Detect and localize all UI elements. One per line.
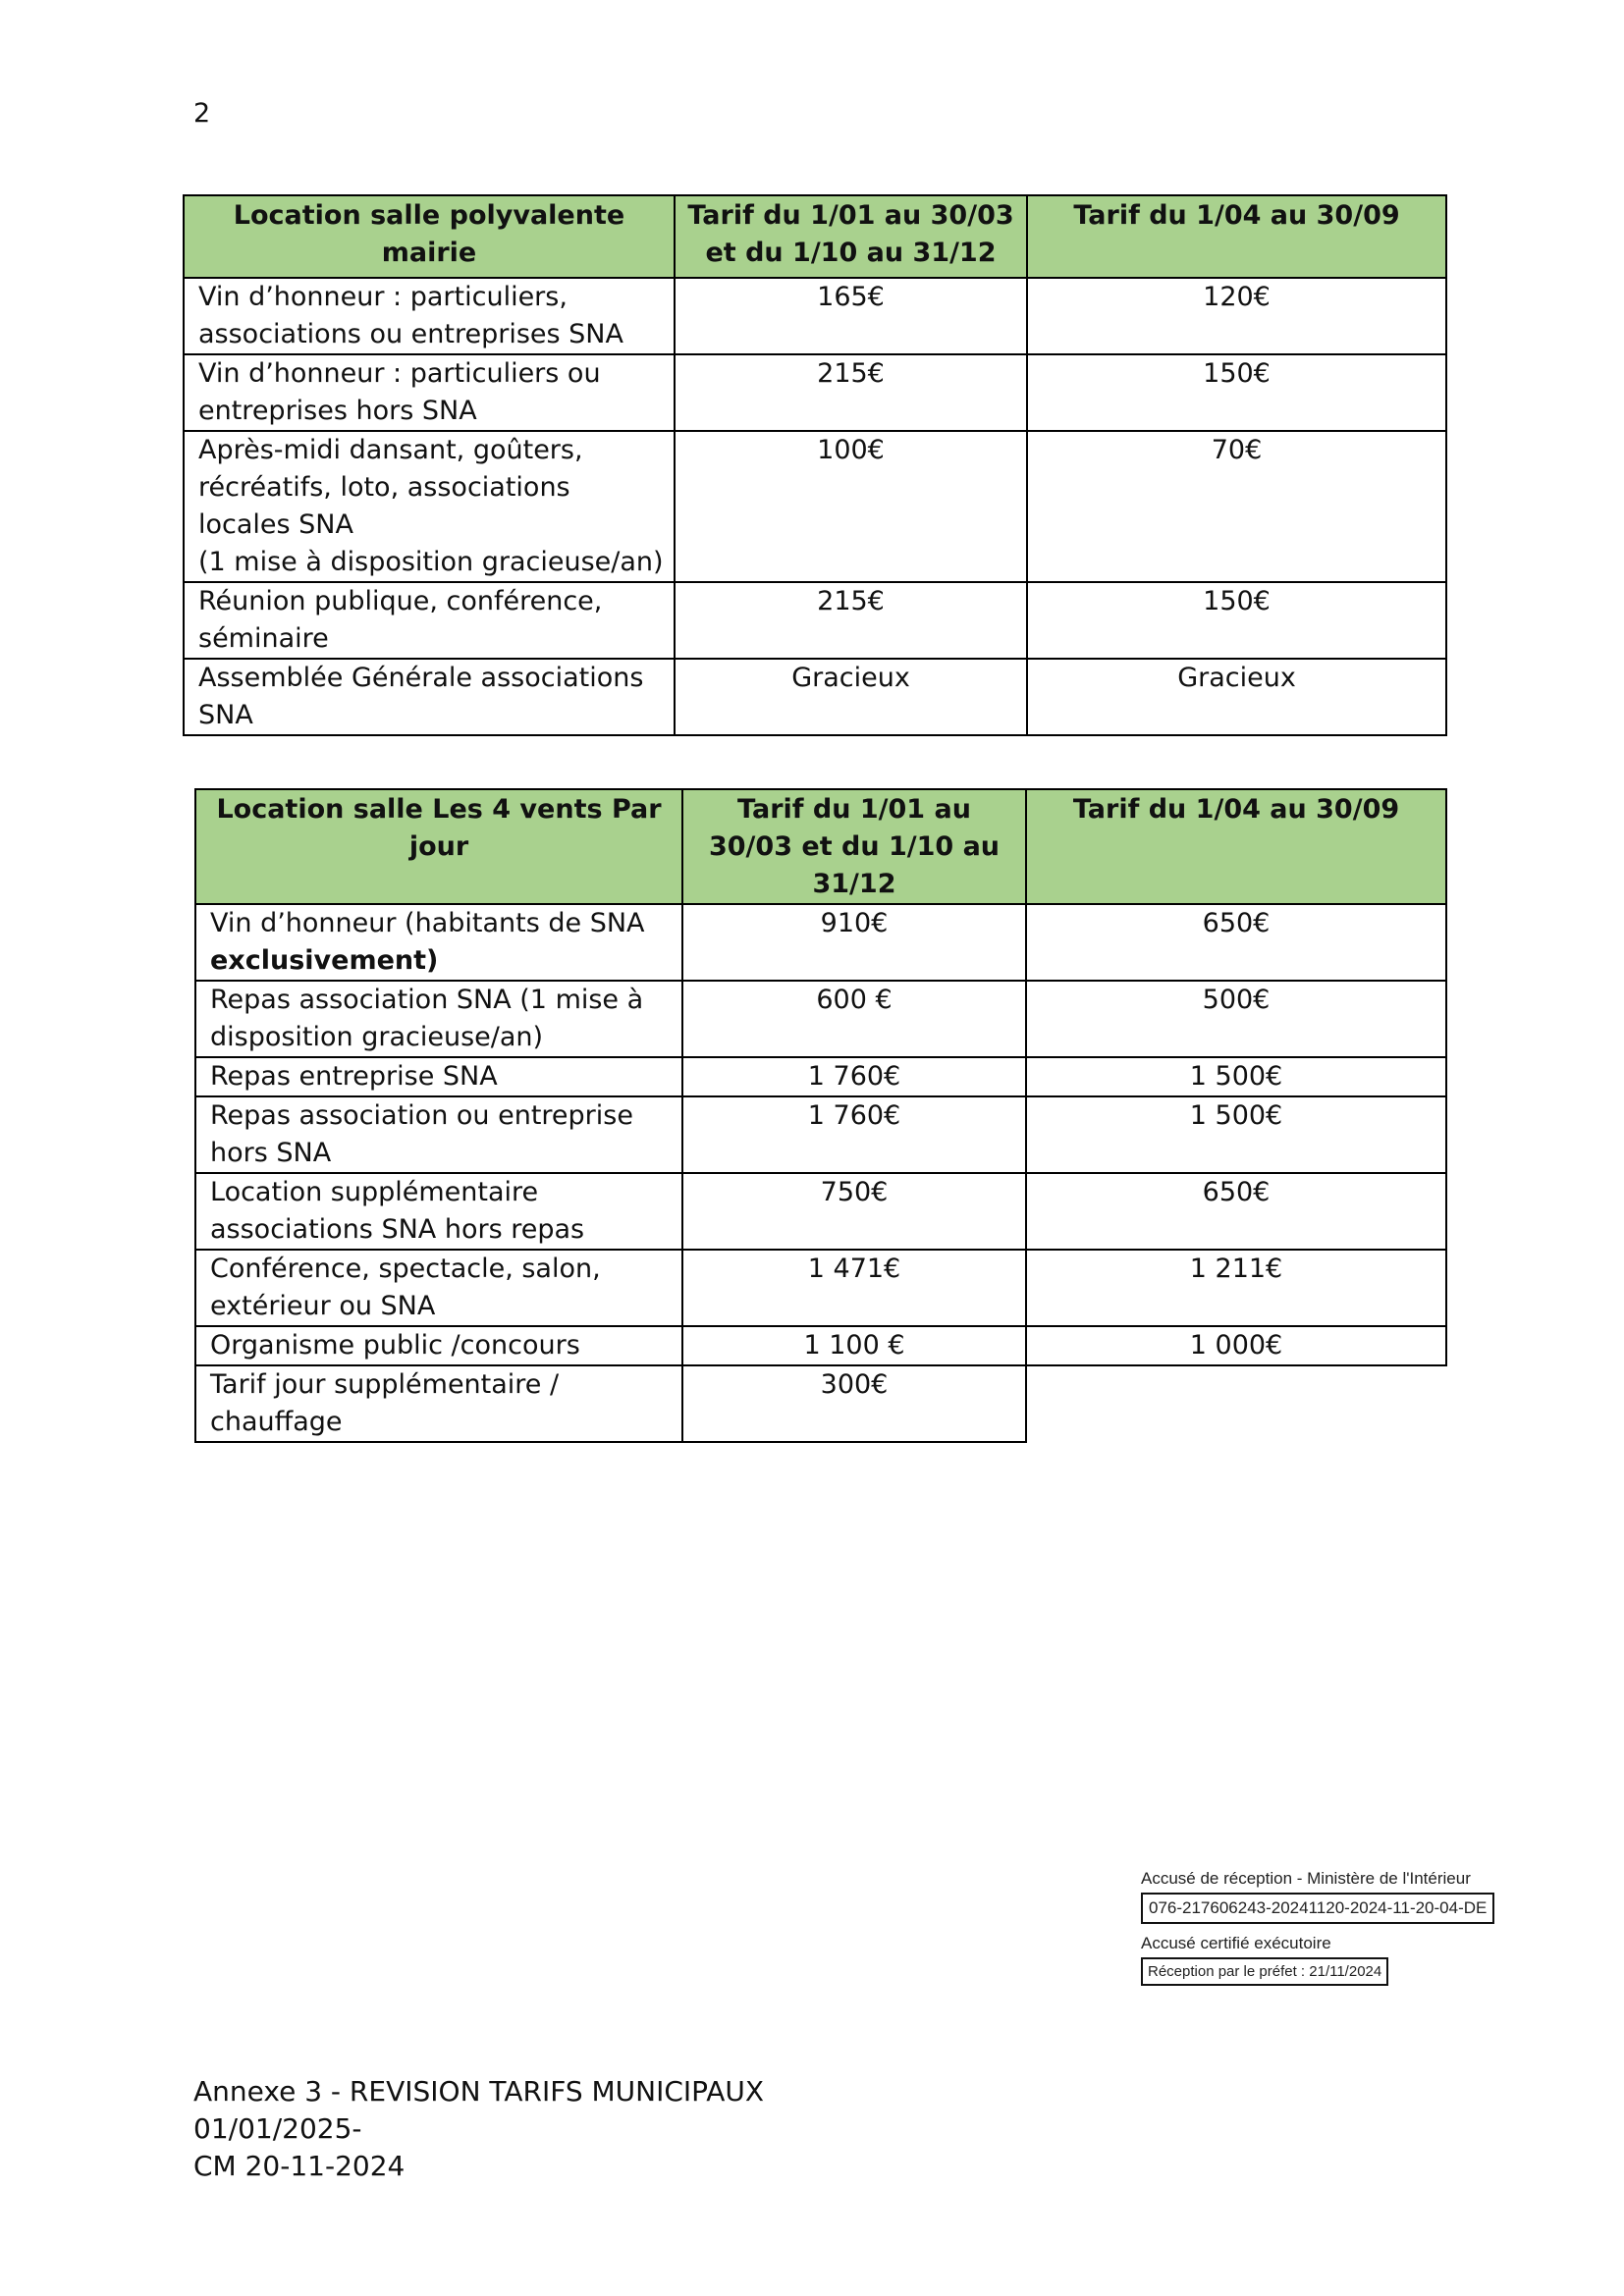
column-header-room: Location salle polyvalente mairie xyxy=(184,195,675,278)
row-label: Tarif jour supplémentaire / chauffage xyxy=(195,1365,682,1442)
table-row xyxy=(195,1250,1446,1326)
row-label-text: Vin d’honneur (habitants de SNA xyxy=(210,908,645,938)
summer-price: 1 500€ xyxy=(1026,1096,1446,1173)
stamp-title: Accusé de réception - Ministère de l'Intérieur xyxy=(1141,1869,1471,1888)
table-row xyxy=(184,278,1446,354)
column-header-room: Location salle Les 4 vents Par jour xyxy=(195,789,682,904)
summer-price: 70€ xyxy=(1027,431,1446,582)
row-label xyxy=(195,904,682,981)
winter-price: 910€ xyxy=(682,904,1026,981)
table-row xyxy=(195,1096,1446,1173)
winter-price: 750€ xyxy=(682,1173,1026,1250)
summer-price: 150€ xyxy=(1027,582,1446,659)
row-label: Assemblée Générale associations SNA xyxy=(184,659,675,735)
summer-price: 1 500€ xyxy=(1026,1057,1446,1096)
winter-price: 1 760€ xyxy=(682,1057,1026,1096)
column-header-winter-tariff: Tarif du 1/01 au 30/03 et du 1/10 au 31/12 xyxy=(675,195,1027,278)
summer-price: 500€ xyxy=(1026,981,1446,1057)
winter-price: 100€ xyxy=(675,431,1027,582)
winter-price: Gracieux xyxy=(675,659,1027,735)
winter-price: 600 € xyxy=(682,981,1026,1057)
row-label xyxy=(184,431,675,582)
winter-price: 215€ xyxy=(675,354,1027,431)
summer-price: 1 000€ xyxy=(1026,1326,1446,1365)
reception-stamp xyxy=(1141,1865,1494,1992)
table-row xyxy=(195,981,1446,1057)
row-label: Repas association ou entreprise hors SNA xyxy=(195,1096,682,1173)
row-label: Location supplémentaire associations SNA hors repas xyxy=(195,1173,682,1250)
column-header-winter-tariff: Tarif du 1/01 au 30/03 et du 1/10 au 31/12 xyxy=(682,789,1026,904)
column-header-summer-tariff: Tarif du 1/04 au 30/09 xyxy=(1027,195,1446,278)
table-row xyxy=(184,354,1446,431)
table-row xyxy=(184,659,1446,735)
summer-price: 650€ xyxy=(1026,904,1446,981)
table-header-row xyxy=(184,195,1446,278)
table-row xyxy=(184,582,1446,659)
row-label: Vin d’honneur : particuliers, associations ou entreprises SNA xyxy=(184,278,675,354)
row-label-line: Après-midi dansant, goûters, récréatifs, loto, associations locales SNA xyxy=(198,435,583,540)
winter-price: 1 760€ xyxy=(682,1096,1026,1173)
winter-price: 300€ xyxy=(682,1365,1026,1442)
table-row xyxy=(195,904,1446,981)
footer-line: CM 20-11-2024 xyxy=(193,2150,406,2182)
winter-price: 1 471€ xyxy=(682,1250,1026,1326)
salle-polyvalente-tariff-table xyxy=(183,194,1447,736)
winter-price: 1 100 € xyxy=(682,1326,1026,1365)
footer xyxy=(193,2073,920,2185)
row-label: Organisme public /concours xyxy=(195,1326,682,1365)
table-row xyxy=(195,1173,1446,1250)
summer-price: 1 211€ xyxy=(1026,1250,1446,1326)
table-row xyxy=(195,1326,1446,1365)
empty-cell xyxy=(1026,1365,1446,1442)
row-label: Vin d’honneur : particuliers ou entreprises hors SNA xyxy=(184,354,675,431)
table-row xyxy=(184,431,1446,582)
summer-price: 150€ xyxy=(1027,354,1446,431)
row-label: Repas association SNA (1 mise à disposition gracieuse/an) xyxy=(195,981,682,1057)
row-label: Réunion publique, conférence, séminaire xyxy=(184,582,675,659)
row-label: Conférence, spectacle, salon, extérieur ou SNA xyxy=(195,1250,682,1326)
winter-price: 165€ xyxy=(675,278,1027,354)
summer-price: 120€ xyxy=(1027,278,1446,354)
row-label: Repas entreprise SNA xyxy=(195,1057,682,1096)
footer-line: Annexe 3 - REVISION TARIFS MUNICIPAUX 01/01/2025- xyxy=(193,2075,765,2145)
summer-price: Gracieux xyxy=(1027,659,1446,735)
stamp-reference: 076-217606243-20241120-2024-11-20-04-DE xyxy=(1141,1893,1494,1924)
table-row xyxy=(195,1057,1446,1096)
column-header-summer-tariff: Tarif du 1/04 au 30/09 xyxy=(1026,789,1446,904)
salle-4-vents-tariff-table xyxy=(194,788,1447,1443)
winter-price: 215€ xyxy=(675,582,1027,659)
row-label-emphasis: exclusivement) xyxy=(210,945,439,976)
stamp-reception-date: Réception par le préfet : 21/11/2024 xyxy=(1141,1957,1388,1986)
page-number: 2 xyxy=(193,98,211,129)
summer-price: 650€ xyxy=(1026,1173,1446,1250)
stamp-certified: Accusé certifié exécutoire xyxy=(1141,1934,1331,1952)
row-label-note: (1 mise à disposition gracieuse/an) xyxy=(198,547,664,577)
table-row xyxy=(195,1365,1446,1442)
table-header-row xyxy=(195,789,1446,904)
